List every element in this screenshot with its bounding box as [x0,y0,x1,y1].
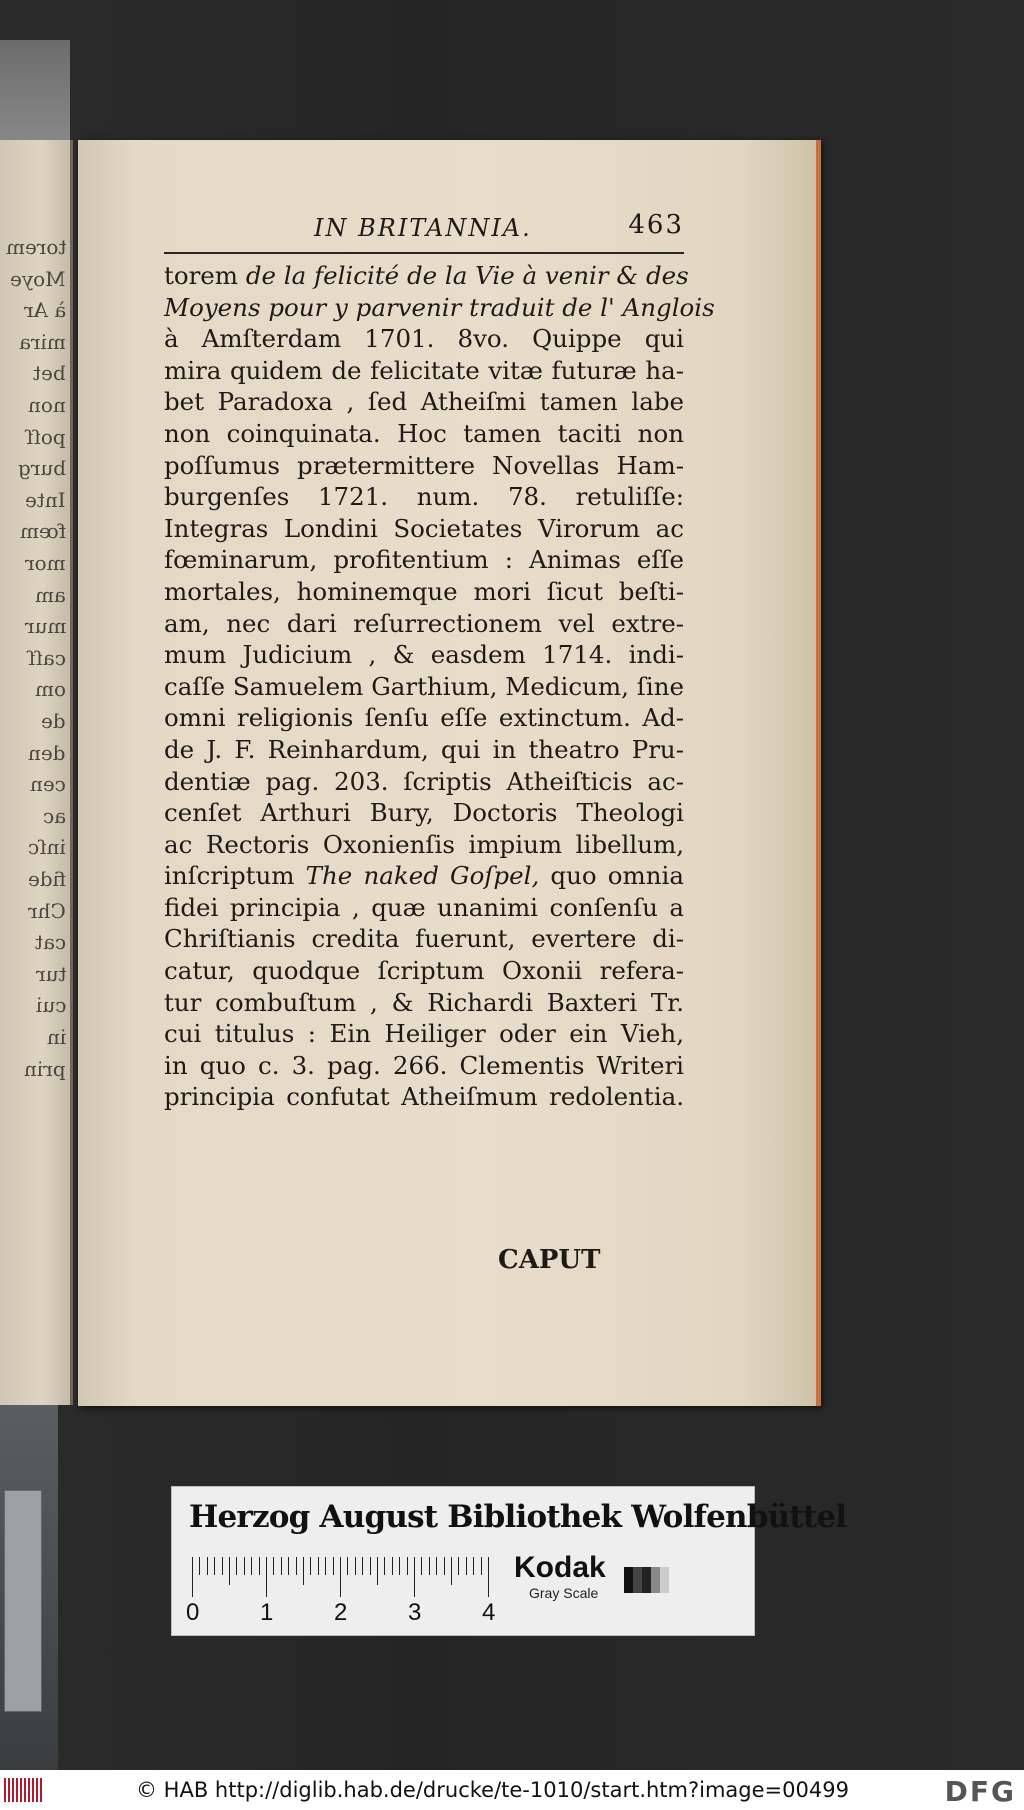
previous-page-fragment: am [35,582,66,607]
ruler-tick [303,1557,304,1585]
previous-page-edge [0,140,73,1405]
text-line [164,292,715,324]
ruler-tick [251,1557,252,1575]
text-line [164,955,684,987]
text-line [164,797,684,829]
previous-page-fragment: caſſ [28,645,66,670]
text-line [164,860,684,892]
text-segment: The naked Goſpel, [305,861,540,891]
ruler-tick [392,1557,393,1575]
ruler-tick [362,1557,363,1575]
text-segment: ac Rectoris Oxonienſis impium libellum, [164,829,684,859]
text-segment: mum Judicium , & easdem 1714. indi- [164,640,684,670]
ruler-tick [407,1557,408,1575]
text-line [164,513,684,545]
text-segment: poſſumus prætermittere Novellas Ham- [164,450,684,480]
ruler-number: 0 [186,1599,200,1626]
gray-scale-label: Gray Scale [529,1585,599,1601]
previous-page-fragment: om [34,677,66,702]
previous-page-fragment: burg [17,456,66,481]
ruler-tick [355,1557,356,1575]
ruler-tick [281,1557,282,1575]
ruler-number: 1 [260,1599,274,1626]
text-line [164,1050,684,1082]
text-line [164,766,684,798]
previous-page-fragment: à Ar [23,298,66,323]
page-text-block [164,210,715,1113]
ruler-tick [384,1557,385,1575]
text-segment: torem [164,261,246,290]
body-text [164,260,715,1113]
text-line [164,608,684,640]
text-line [164,544,684,576]
text-line [164,923,684,955]
ruler-tick [370,1557,371,1575]
running-header-title: IN BRITANNIA. [314,214,532,242]
text-line [164,260,689,292]
previous-page-fragment: Chr [28,898,66,923]
previous-page-fragment: torem [5,235,66,259]
ruler-tick [199,1557,200,1575]
ruler-tick [266,1557,267,1597]
text-line [164,418,684,450]
ruler-tick [214,1557,215,1575]
ruler-tick [481,1557,482,1575]
text-segment: Moyens pour y parvenir traduit de l' Anglois [164,292,715,322]
ruler-tick [421,1557,422,1575]
scale-ruler [192,1557,492,1597]
ruler-tick [488,1557,489,1597]
text-segment: in quo c. 3. pag. 266. Clementis Writeri [164,1050,684,1080]
previous-page-fragment: fide [28,867,66,891]
ruler-tick [347,1557,348,1575]
gray-swatches [624,1567,669,1593]
text-segment: cenſet Arthuri Bury, Doctoris Theologi [164,798,684,828]
text-segment: dentiæ pag. 203. ſcriptis Atheiſticis ac- [164,766,684,796]
previous-page-fragment: in [46,1025,66,1049]
text-segment: Chriſtianis credita fuerunt, evertere di- [164,924,684,954]
ruler-number: 2 [334,1599,348,1626]
text-segment: omni religionis ſenſu eſſe extinctum. Ad- [164,703,684,733]
ruler-tick [222,1557,223,1575]
library-name: Herzog August Bibliothek Wolfenbüttel [189,1499,847,1535]
glass-strip [0,40,70,150]
previous-page-fragment: Inte [25,487,66,512]
previous-page-fragment: inſc [28,835,66,860]
ruler-tick [207,1557,208,1575]
text-line [164,576,684,608]
text-line [164,671,684,703]
previous-page-fragment: prin [24,1056,66,1081]
text-line [164,1018,684,1050]
footer-url[interactable]: © HAB http://diglib.hab.de/drucke/te-1010/start.htm?image=00499 [136,1778,849,1802]
header-rule [164,252,684,254]
ruler-tick [310,1557,311,1575]
color-target-card [171,1486,847,1636]
ruler-tick [259,1557,260,1575]
previous-page-fragment: tur [35,961,66,986]
text-line [164,702,684,734]
hab-logo-icon [4,1778,48,1802]
ruler-number: 3 [408,1599,422,1626]
ruler-tick [229,1557,230,1585]
previous-page-fragment: cen [30,772,66,797]
ruler-tick [318,1557,319,1575]
running-header [164,210,684,250]
ruler-tick [377,1557,378,1585]
ruler-tick [288,1557,289,1575]
ruler-tick [244,1557,245,1575]
text-line [164,987,684,1019]
left-binding-tag [4,1490,42,1712]
previous-page-fragment: mur [24,614,66,639]
previous-page-fragment: fœm [19,519,66,544]
text-segment: burgenſes 1721. num. 78. retuliſſe: [164,482,684,512]
ruler-number: 4 [482,1599,496,1626]
book-page [78,140,821,1406]
previous-page-fragment: cat [34,930,66,955]
previous-page-fragment: mira [19,329,66,354]
text-segment: bet Paradoxa , ſed Atheiſmi tamen labe [164,387,684,417]
text-segment: cui titulus : Ein Heiliger oder ein Vieh, [164,1019,684,1049]
text-segment: inſcriptum [164,861,306,891]
text-segment: de la felicité de la Vie à venir & des [245,261,689,290]
previous-page-fragment: mor [25,551,66,575]
text-segment: mira quidem de felicitate vitæ futuræ ha- [164,355,684,385]
ruler-tick [451,1557,452,1585]
text-line [164,450,684,482]
previous-page-fragment: ac [42,803,66,828]
text-segment: caſſe Samuelem Garthium, Medicum, ſine [164,671,684,701]
text-line [164,481,684,513]
text-line [164,355,684,387]
footer-bar [0,1770,1024,1810]
ruler-tick [296,1557,297,1575]
catchword: CAPUT [498,1245,601,1275]
previous-page-fragment: de [41,709,66,733]
previous-page-fragment: Moye [10,266,66,291]
text-segment: à Amſterdam 1701. 8vo. Quippe qui [164,324,684,354]
text-line [164,323,684,355]
text-line [164,734,684,766]
previous-page-fragment: non [28,393,66,417]
ruler-tick [340,1557,341,1597]
ruler-tick [399,1557,400,1575]
previous-page-fragment: den [28,740,66,765]
text-segment: de J. F. Reinhardum, qui in theatro Pru- [164,734,684,764]
text-segment: Integras Londini Societates Virorum ac [164,513,684,543]
text-segment: fœminarum, profitentium : Animas eſſe [164,545,684,575]
text-segment: am, nec dari reſurrectionem vel extre- [164,608,684,638]
ruler-tick [466,1557,467,1575]
kodak-brand: Kodak [514,1551,606,1584]
text-segment: tur combuſtum , & Richardi Baxteri Tr. [164,987,684,1017]
text-segment: fidei principia , quæ unanimi conſenſu a [164,892,684,922]
ruler-tick [436,1557,437,1575]
text-line [164,386,684,418]
ruler-tick [236,1557,237,1575]
ruler-tick [325,1557,326,1575]
previous-page-fragment: bet [33,361,66,386]
ruler-tick [473,1557,474,1575]
text-line [164,1081,684,1113]
ruler-tick [458,1557,459,1575]
ruler-tick [414,1557,415,1597]
ruler-tick [429,1557,430,1575]
text-segment: mortales, hominemque mori ſicut beſti- [164,576,684,606]
text-line [164,892,684,924]
text-segment: catur, quodque ſcriptum Oxonii refera- [164,956,684,986]
ruler-tick [192,1557,193,1597]
text-line [164,829,684,861]
text-segment: principia confutat Atheiſmum redolentia. [164,1082,684,1112]
text-segment: quo omnia [539,861,685,891]
ruler-tick [333,1557,334,1575]
previous-page-fragment: poſſ [26,424,66,449]
previous-page-fragment: cui [35,993,66,1018]
ruler-tick [444,1557,445,1575]
page-number: 463 [628,210,684,240]
ruler-tick [273,1557,274,1575]
text-line [164,639,684,671]
dfg-logo: DFG [944,1775,1016,1808]
text-segment: non coinquinata. Hoc tamen taciti non [164,418,684,448]
